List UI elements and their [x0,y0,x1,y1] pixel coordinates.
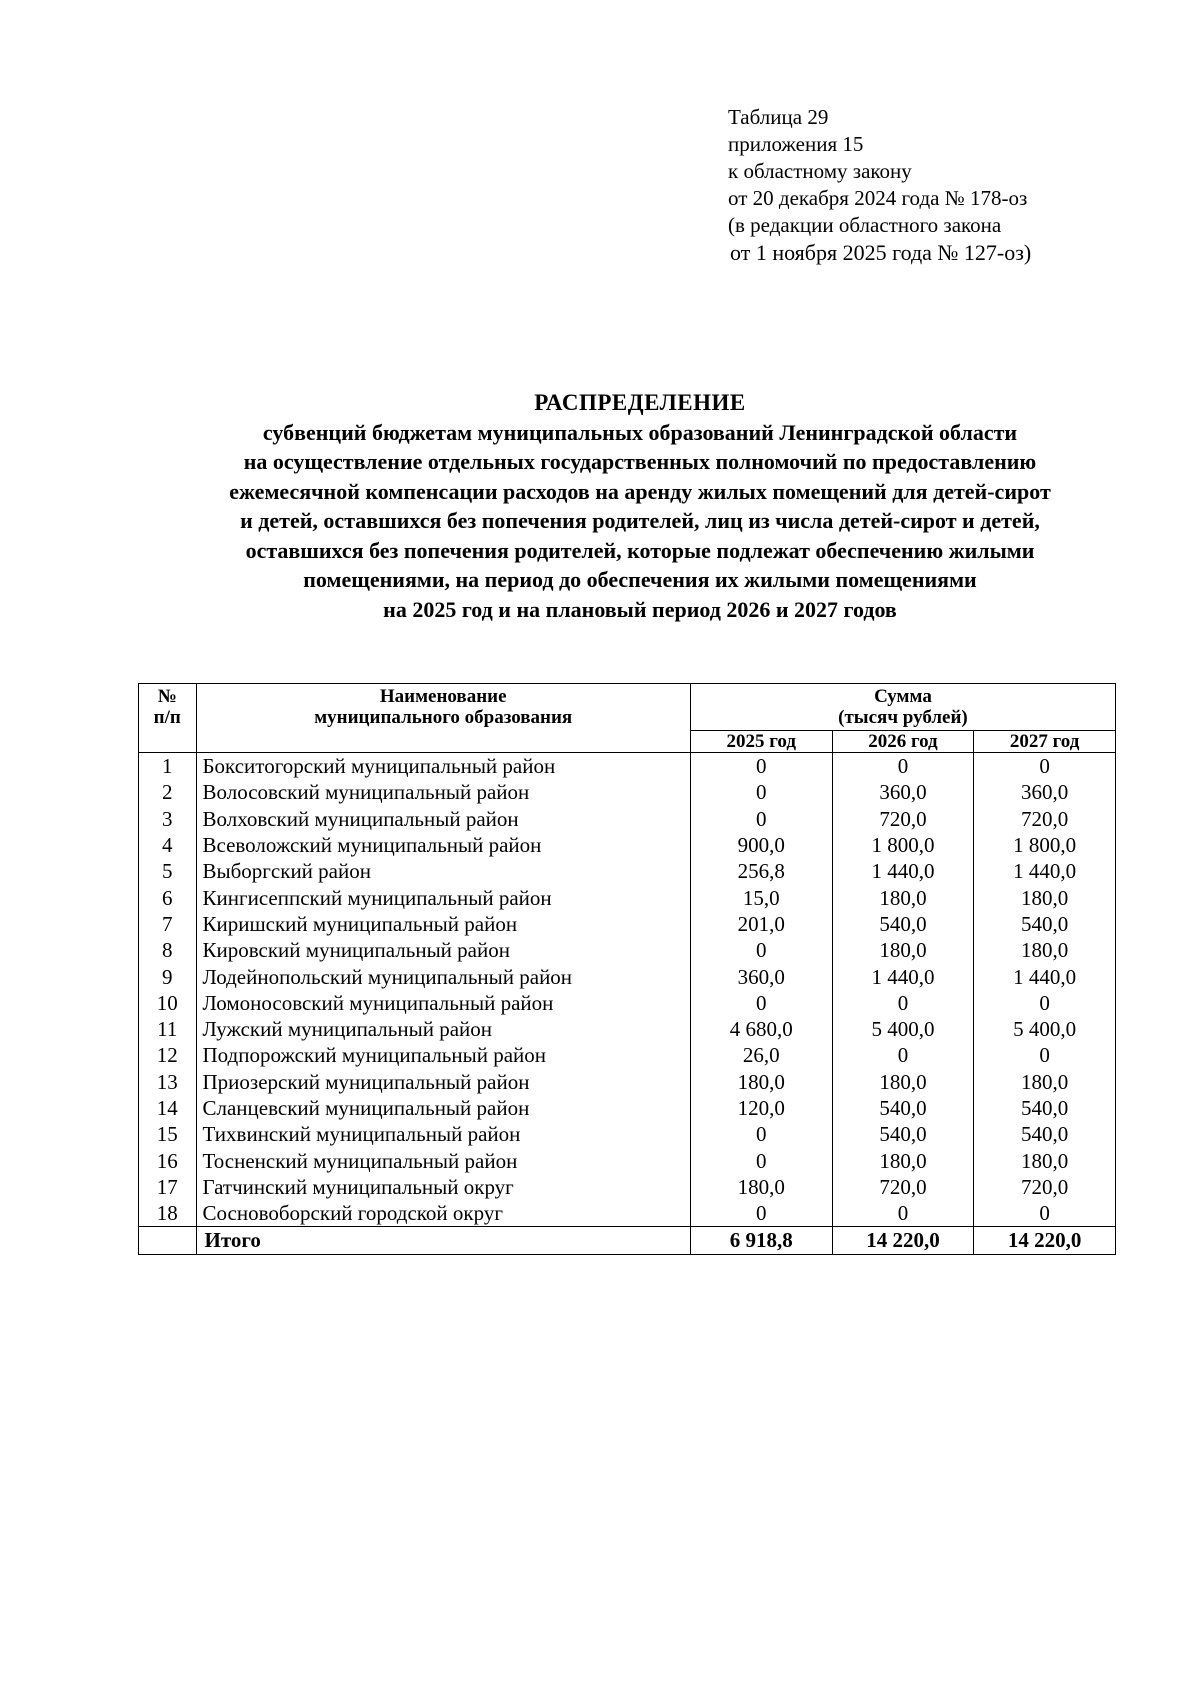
total-label: Итого [196,1227,690,1254]
row-value-2027: 540,0 [974,1095,1116,1121]
row-value-2027: 360,0 [974,779,1116,805]
distribution-table [138,683,1116,1255]
row-value-2026: 1 440,0 [832,858,974,884]
row-number: 13 [139,1069,197,1095]
header-year-2025: 2025 год [690,731,832,753]
total-value-2025: 6 918,8 [690,1227,832,1254]
header-sum [690,684,1115,731]
row-name: Волосовский муниципальный район [196,779,690,805]
row-value-2025: 0 [690,1147,832,1173]
row-number: 5 [139,858,197,884]
row-value-2025: 201,0 [690,911,832,937]
table-row [139,1042,1116,1068]
row-name: Волховский муниципальный район [196,806,690,832]
header-number-line1: № [157,686,177,707]
row-value-2027: 0 [974,753,1116,780]
row-value-2025: 0 [690,1200,832,1227]
row-value-2026: 5 400,0 [832,1016,974,1042]
row-number: 12 [139,1042,197,1068]
header-number-line2: п/п [153,707,181,728]
row-value-2025: 15,0 [690,884,832,910]
row-number: 7 [139,911,197,937]
title-line: субвенций бюджетам муниципальных образований Ленинградской области [262,419,1018,445]
row-value-2026: 180,0 [832,884,974,910]
row-value-2025: 180,0 [690,1069,832,1095]
row-value-2027: 540,0 [974,1121,1116,1147]
title-line: на осуществление отдельных государственных полномочий по предоставлению [243,449,1037,474]
table-row [139,911,1116,937]
table-header-row [139,684,1116,731]
row-value-2026: 720,0 [832,806,974,832]
table-row [139,1200,1116,1227]
row-value-2027: 180,0 [974,884,1116,910]
header-year-2027: 2027 год [974,731,1116,753]
row-value-2025: 0 [690,937,832,963]
row-value-2026: 540,0 [832,911,974,937]
title-line: ежемесячной компенсации расходов на аренду жилых помещений для детей-сирот [229,478,1051,504]
row-value-2025: 0 [690,753,832,780]
row-name: Подпорожский муниципальный район [196,1042,690,1068]
table-row [139,937,1116,963]
row-number: 2 [139,779,197,805]
row-value-2027: 180,0 [974,1147,1116,1173]
row-name: Ломоносовский муниципальный район [196,990,690,1016]
row-value-2025: 120,0 [690,1095,832,1121]
title-line: и детей, оставшихся без попечения родителей, лиц из числа детей-сирот и детей, [240,508,1040,533]
title-main: РАСПРЕДЕЛЕНИЕ [534,390,746,415]
table-row [139,753,1116,780]
table-row [139,990,1116,1016]
row-value-2025: 900,0 [690,832,832,858]
table-row [139,1174,1116,1200]
title-line: помещениями, на период до обеспечения их жилыми помещениями [303,567,977,592]
row-value-2027: 5 400,0 [974,1016,1116,1042]
row-number: 18 [139,1200,197,1227]
header-name-line1: Наименование [379,686,507,707]
row-value-2027: 1 440,0 [974,963,1116,989]
table-row [139,1069,1116,1095]
row-value-2027: 540,0 [974,911,1116,937]
header-sum-line2: (тысяч рублей) [838,707,968,728]
row-value-2026: 540,0 [832,1095,974,1121]
row-value-2026: 0 [832,753,974,780]
row-number: 17 [139,1174,197,1200]
header-line: приложения 15 [728,132,864,156]
header-line: Таблица 29 [728,105,829,129]
total-number-cell [139,1227,197,1254]
row-name: Приозерский муниципальный район [196,1069,690,1095]
table-row [139,832,1116,858]
row-name: Кингисеппский муниципальный район [196,884,690,910]
row-value-2027: 180,0 [974,937,1116,963]
table-row [139,779,1116,805]
row-value-2026: 180,0 [832,1069,974,1095]
table-row [139,1147,1116,1173]
table-row [139,963,1116,989]
row-number: 9 [139,963,197,989]
document-title [80,388,1200,624]
total-value-2027: 14 220,0 [974,1227,1116,1254]
table-row [139,1016,1116,1042]
row-value-2025: 26,0 [690,1042,832,1068]
row-value-2026: 1 440,0 [832,963,974,989]
table-row [139,884,1116,910]
row-value-2025: 360,0 [690,963,832,989]
row-number: 8 [139,937,197,963]
row-number: 1 [139,753,197,780]
row-value-2026: 180,0 [832,937,974,963]
row-number: 11 [139,1016,197,1042]
row-value-2026: 180,0 [832,1147,974,1173]
row-value-2027: 0 [974,1042,1116,1068]
row-name: Сосновоборский городской округ [196,1200,690,1227]
row-name: Лодейнопольский муниципальный район [196,963,690,989]
row-value-2027: 180,0 [974,1069,1116,1095]
row-name: Кировский муниципальный район [196,937,690,963]
row-number: 3 [139,806,197,832]
row-value-2025: 180,0 [690,1174,832,1200]
table-row [139,858,1116,884]
row-name: Киришский муниципальный район [196,911,690,937]
row-value-2025: 0 [690,1121,832,1147]
row-name: Сланцевский муниципальный район [196,1095,690,1121]
row-value-2027: 0 [974,1200,1116,1227]
row-value-2025: 0 [690,990,832,1016]
row-number: 6 [139,884,197,910]
appendix-header [728,104,1031,266]
row-value-2027: 1 440,0 [974,858,1116,884]
table-row [139,806,1116,832]
header-line: к областному закону [728,159,912,183]
row-name: Тихвинский муниципальный район [196,1121,690,1147]
row-name: Выборгский район [196,858,690,884]
title-line: оставшихся без попечения родителей, которые подлежат обеспечению жилыми [245,537,1035,563]
row-value-2025: 4 680,0 [690,1016,832,1042]
table-total-row [139,1227,1116,1254]
row-value-2027: 720,0 [974,806,1116,832]
header-line: от 20 декабря 2024 года № 178-оз [728,186,1028,210]
row-value-2025: 256,8 [690,858,832,884]
row-value-2027: 0 [974,990,1116,1016]
row-value-2026: 360,0 [832,779,974,805]
row-name: Бокситогорский муниципальный район [196,753,690,780]
row-number: 16 [139,1147,197,1173]
row-value-2027: 1 800,0 [974,832,1116,858]
row-value-2027: 720,0 [974,1174,1116,1200]
row-number: 10 [139,990,197,1016]
header-line: от 1 ноября 2025 года № 127-оз) [730,240,1032,265]
total-value-2026: 14 220,0 [832,1227,974,1254]
row-value-2026: 720,0 [832,1174,974,1200]
row-value-2026: 540,0 [832,1121,974,1147]
row-name: Тосненский муниципальный район [196,1147,690,1173]
row-value-2026: 0 [832,1200,974,1227]
row-value-2026: 0 [832,1042,974,1068]
row-name: Гатчинский муниципальный округ [196,1174,690,1200]
header-line: (в редакции областного закона [728,213,1002,237]
row-name: Всеволожский муниципальный район [196,832,690,858]
row-number: 15 [139,1121,197,1147]
title-line: на 2025 год и на плановый период 2026 и 2027 годов [383,596,897,622]
row-number: 14 [139,1095,197,1121]
header-name [196,684,690,753]
header-number [139,684,197,753]
row-name: Лужский муниципальный район [196,1016,690,1042]
row-value-2025: 0 [690,806,832,832]
table-row [139,1121,1116,1147]
row-number: 4 [139,832,197,858]
row-value-2026: 1 800,0 [832,832,974,858]
row-value-2026: 0 [832,990,974,1016]
table-row [139,1095,1116,1121]
row-value-2025: 0 [690,779,832,805]
header-sum-line1: Сумма [874,686,932,707]
header-year-2026: 2026 год [832,731,974,753]
header-name-line2: муниципального образования [314,707,573,728]
